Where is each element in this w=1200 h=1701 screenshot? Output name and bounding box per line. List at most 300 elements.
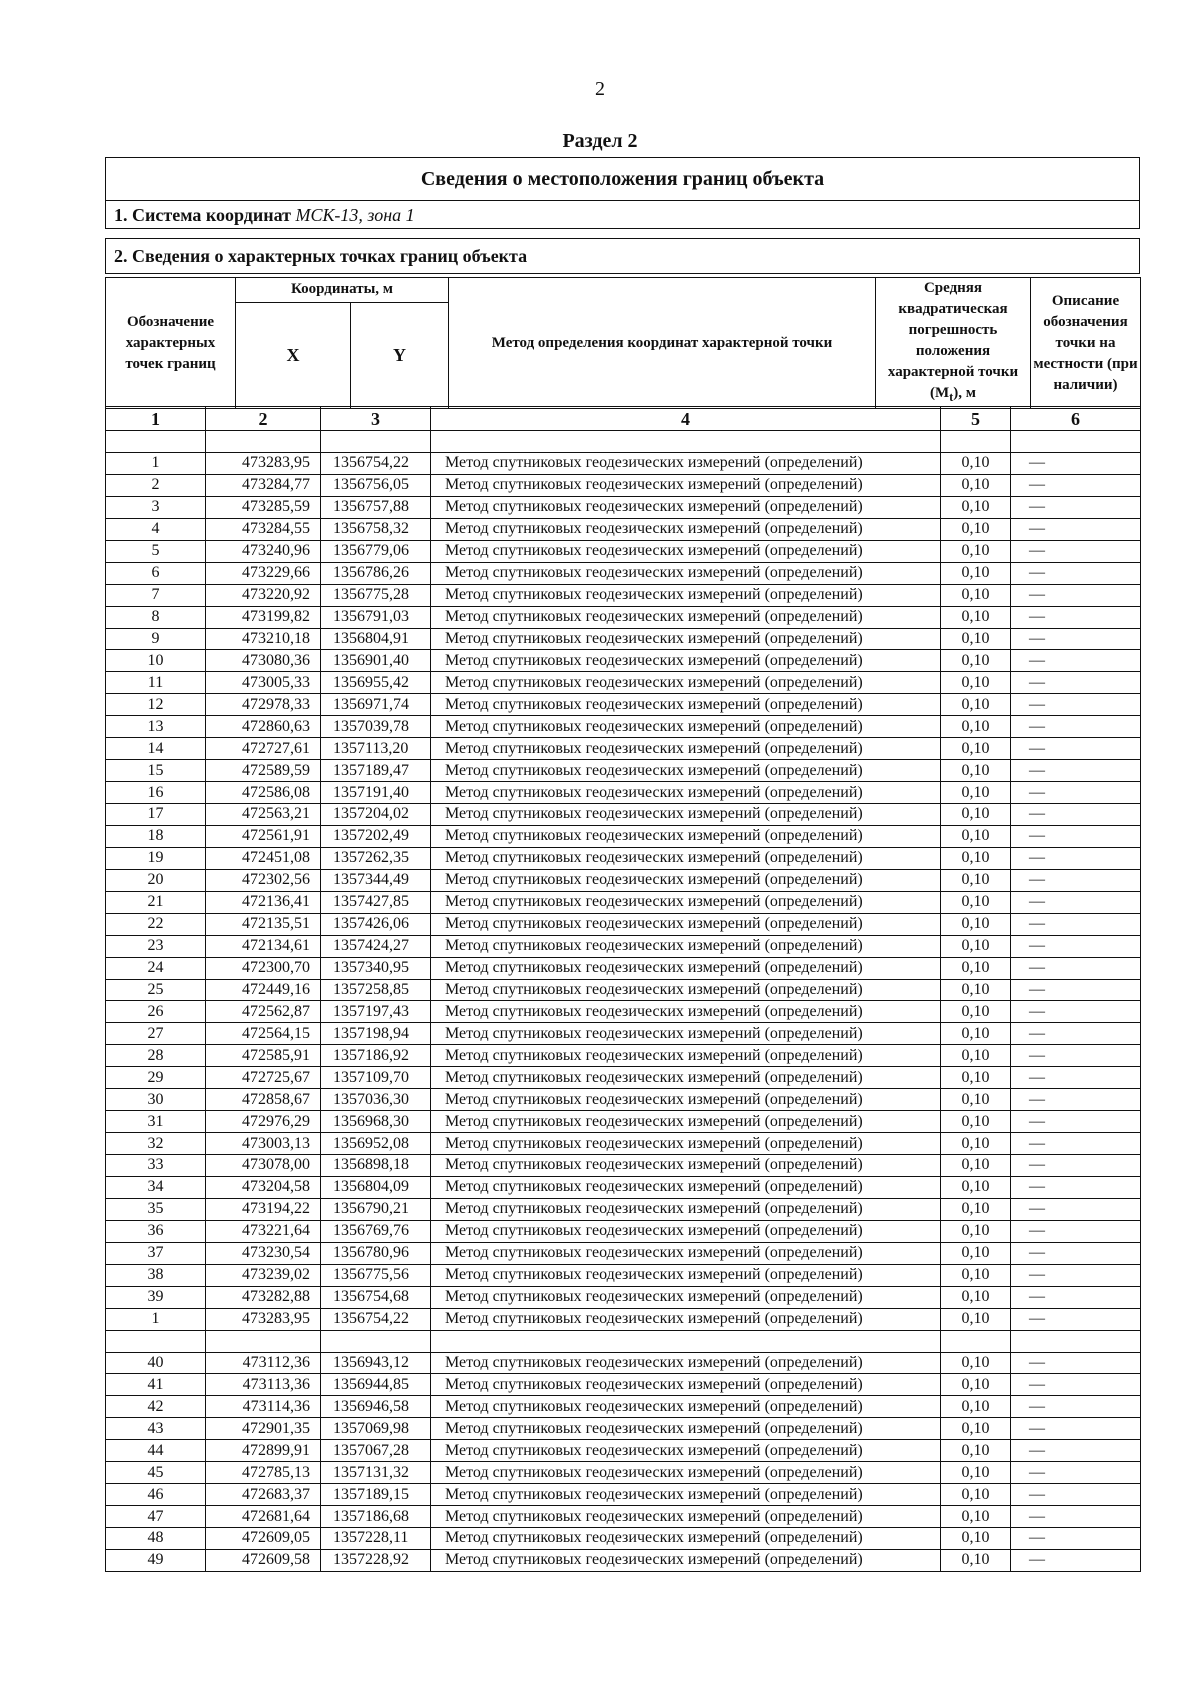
error-cell: 0,10 [941,1352,1011,1374]
description-cell: — [1011,1089,1141,1111]
coordinate-x: 472858,67 [206,1089,321,1111]
method-cell: Метод спутниковых геодезических измерений (определений) [431,716,941,738]
column-numbers-row [106,407,1141,431]
description-cell: — [1011,847,1141,869]
method-cell: Метод спутниковых геодезических измерений (определений) [431,1067,941,1089]
error-cell: 0,10 [941,1506,1011,1528]
coordinate-x: 473283,95 [206,1308,321,1330]
error-cell: 0,10 [941,1440,1011,1462]
coordinate-y: 1356943,12 [321,1352,431,1374]
header-coordinates: Координаты, м [236,278,449,303]
description-cell: — [1011,1176,1141,1198]
empty-cell [106,431,206,453]
method-cell: Метод спутниковых геодезических измерений (определений) [431,825,941,847]
points-title: 2. Сведения о характерных точках границ объекта [105,238,1140,274]
coordinate-y: 1356968,30 [321,1111,431,1133]
error-cell: 0,10 [941,804,1011,826]
description-cell: — [1011,913,1141,935]
method-cell: Метод спутниковых геодезических измерений (определений) [431,1484,941,1506]
coordinate-y: 1356756,05 [321,474,431,496]
coordinate-y: 1356780,96 [321,1242,431,1264]
description-cell: — [1011,496,1141,518]
table-row [106,1089,1141,1111]
coordinate-y: 1357131,32 [321,1462,431,1484]
header-error-text: Средняя квадратическая погрешность положения характерной точки (M [887,280,1019,401]
description-cell: — [1011,1506,1141,1528]
description-cell: — [1011,1528,1141,1550]
point-number: 22 [106,913,206,935]
column-number: 6 [1011,407,1141,431]
column-number: 3 [321,407,431,431]
coordinate-x: 472136,41 [206,891,321,913]
coordinate-y: 1356946,58 [321,1396,431,1418]
method-cell: Метод спутниковых геодезических измерений (определений) [431,1396,941,1418]
description-cell: — [1011,1374,1141,1396]
method-cell: Метод спутниковых геодезических измерений (определений) [431,1264,941,1286]
page-number: 2 [595,78,605,100]
coordinate-system-name: МСК-13, зона 1 [295,205,415,225]
description-cell: — [1011,804,1141,826]
coordinate-x: 472134,61 [206,935,321,957]
coordinate-y: 1357197,43 [321,1001,431,1023]
header-x: X [236,302,351,408]
point-number: 14 [106,738,206,760]
table-row [106,474,1141,496]
coordinate-x: 473284,77 [206,474,321,496]
table-row [106,1286,1141,1308]
point-number: 41 [106,1374,206,1396]
description-cell: — [1011,1045,1141,1067]
coordinate-x: 473199,82 [206,606,321,628]
error-cell: 0,10 [941,782,1011,804]
object-info-box [105,157,1140,229]
empty-cell [431,1330,941,1352]
contour-separator-row [106,1330,1141,1352]
method-cell: Метод спутниковых геодезических измерений (определений) [431,694,941,716]
coordinate-y: 1356791,03 [321,606,431,628]
description-cell: — [1011,1462,1141,1484]
coordinate-x: 473239,02 [206,1264,321,1286]
table-row [106,1133,1141,1155]
coordinate-x: 472609,05 [206,1528,321,1550]
coordinate-y: 1356955,42 [321,672,431,694]
coordinate-y: 1357036,30 [321,1089,431,1111]
coordinate-x: 473204,58 [206,1176,321,1198]
point-number: 34 [106,1176,206,1198]
table-row [106,979,1141,1001]
coordinate-x: 472976,29 [206,1111,321,1133]
coordinate-x: 472562,87 [206,1001,321,1023]
coordinate-y: 1357262,35 [321,847,431,869]
coordinate-y: 1356754,22 [321,1308,431,1330]
table-row [106,1549,1141,1571]
coordinate-y: 1357067,28 [321,1440,431,1462]
method-cell: Метод спутниковых геодезических измерений (определений) [431,847,941,869]
point-number: 43 [106,1418,206,1440]
point-number: 31 [106,1111,206,1133]
method-cell: Метод спутниковых геодезических измерений (определений) [431,1045,941,1067]
error-cell: 0,10 [941,1418,1011,1440]
error-cell: 0,10 [941,716,1011,738]
coordinate-x: 473114,36 [206,1396,321,1418]
coordinate-x: 472901,35 [206,1418,321,1440]
description-cell: — [1011,1067,1141,1089]
coordinate-x: 472725,67 [206,1067,321,1089]
error-cell: 0,10 [941,847,1011,869]
point-number: 32 [106,1133,206,1155]
header-error-suffix: ), м [953,385,977,401]
description-cell: — [1011,760,1141,782]
method-cell: Метод спутниковых геодезических измерений (определений) [431,1023,941,1045]
coordinate-y: 1357039,78 [321,716,431,738]
error-cell: 0,10 [941,760,1011,782]
point-number: 1 [106,1308,206,1330]
empty-cell [106,1330,206,1352]
table-row [106,957,1141,979]
table-row [106,1198,1141,1220]
coordinate-y: 1357424,27 [321,935,431,957]
error-cell: 0,10 [941,1374,1011,1396]
header-y: Y [351,302,449,408]
method-cell: Метод спутниковых геодезических измерений (определений) [431,1001,941,1023]
table-row [106,453,1141,475]
description-cell: — [1011,1352,1141,1374]
empty-cell [941,431,1011,453]
error-cell: 0,10 [941,1045,1011,1067]
coordinate-x: 473240,96 [206,540,321,562]
point-number: 40 [106,1352,206,1374]
table-row [106,1396,1141,1418]
table-row [106,913,1141,935]
description-cell: — [1011,562,1141,584]
error-cell: 0,10 [941,540,1011,562]
point-number: 46 [106,1484,206,1506]
table-row [106,1528,1141,1550]
method-cell: Метод спутниковых геодезических измерений (определений) [431,606,941,628]
coordinate-x: 472585,91 [206,1045,321,1067]
coordinate-system [106,201,1139,229]
coordinate-x: 472451,08 [206,847,321,869]
coordinate-y: 1356804,09 [321,1176,431,1198]
table-row [106,1001,1141,1023]
coordinate-y: 1357344,49 [321,869,431,891]
method-cell: Метод спутниковых геодезических измерений (определений) [431,979,941,1001]
coordinate-y: 1357204,02 [321,804,431,826]
method-cell: Метод спутниковых геодезических измерений (определений) [431,474,941,496]
description-cell: — [1011,1155,1141,1177]
table-row [106,1023,1141,1045]
coordinate-y: 1357228,11 [321,1528,431,1550]
table-row [106,562,1141,584]
description-cell: — [1011,1396,1141,1418]
table-row [106,1462,1141,1484]
description-cell: — [1011,540,1141,562]
column-number: 5 [941,407,1011,431]
header-designation: Обозначение характерных точек границ [106,278,236,409]
point-number: 42 [106,1396,206,1418]
error-cell: 0,10 [941,474,1011,496]
coordinate-x: 473282,88 [206,1286,321,1308]
error-cell: 0,10 [941,1264,1011,1286]
coordinate-y: 1356786,26 [321,562,431,584]
description-cell: — [1011,1440,1141,1462]
method-cell: Метод спутниковых геодезических измерений (определений) [431,584,941,606]
point-number: 13 [106,716,206,738]
table-row [106,1264,1141,1286]
empty-cell [431,431,941,453]
coordinate-y: 1357228,92 [321,1549,431,1571]
point-number: 21 [106,891,206,913]
coordinate-y: 1356757,88 [321,496,431,518]
error-cell: 0,10 [941,913,1011,935]
method-cell: Метод спутниковых геодезических измерений (определений) [431,1462,941,1484]
table-row [106,584,1141,606]
error-cell: 0,10 [941,496,1011,518]
method-cell: Метод спутниковых геодезических измерений (определений) [431,1220,941,1242]
table-row [106,716,1141,738]
error-cell: 0,10 [941,1220,1011,1242]
points-table [105,406,1141,1572]
description-cell: — [1011,628,1141,650]
coordinate-y: 1356754,68 [321,1286,431,1308]
error-cell: 0,10 [941,1023,1011,1045]
point-number: 28 [106,1045,206,1067]
coordinate-y: 1357340,95 [321,957,431,979]
description-cell: — [1011,1308,1141,1330]
point-number: 27 [106,1023,206,1045]
description-cell: — [1011,650,1141,672]
error-cell: 0,10 [941,518,1011,540]
method-cell: Метод спутниковых геодезических измерений (определений) [431,1528,941,1550]
point-number: 45 [106,1462,206,1484]
table-row [106,1308,1141,1330]
method-cell: Метод спутниковых геодезических измерений (определений) [431,1198,941,1220]
point-number: 8 [106,606,206,628]
error-cell: 0,10 [941,606,1011,628]
point-number: 19 [106,847,206,869]
coordinate-y: 1356775,28 [321,584,431,606]
error-cell: 0,10 [941,1001,1011,1023]
error-cell: 0,10 [941,825,1011,847]
error-cell: 0,10 [941,1528,1011,1550]
table-row [106,1484,1141,1506]
table-row [106,1242,1141,1264]
coordinate-x: 473283,95 [206,453,321,475]
description-cell: — [1011,957,1141,979]
header-description: Описание обозначения точки на местности (при наличии) [1031,278,1141,409]
method-cell: Метод спутниковых геодезических измерений (определений) [431,1418,941,1440]
coordinate-x: 473112,36 [206,1352,321,1374]
coordinate-y: 1356790,21 [321,1198,431,1220]
description-cell: — [1011,738,1141,760]
coordinate-y: 1357189,47 [321,760,431,782]
table-row [106,518,1141,540]
table-row [106,496,1141,518]
method-cell: Метод спутниковых геодезических измерений (определений) [431,1352,941,1374]
method-cell: Метод спутниковых геодезических измерений (определений) [431,738,941,760]
point-number: 1 [106,453,206,475]
coordinate-x: 472899,91 [206,1440,321,1462]
error-cell: 0,10 [941,1155,1011,1177]
table-row [106,891,1141,913]
error-cell: 0,10 [941,1089,1011,1111]
method-cell: Метод спутниковых геодезических измерений (определений) [431,760,941,782]
description-cell: — [1011,606,1141,628]
coordinate-x: 473220,92 [206,584,321,606]
point-number: 26 [106,1001,206,1023]
coordinate-y: 1356754,22 [321,453,431,475]
coordinate-y: 1356775,56 [321,1264,431,1286]
description-cell: — [1011,1220,1141,1242]
table-row [106,672,1141,694]
method-cell: Метод спутниковых геодезических измерений (определений) [431,1440,941,1462]
coordinate-x: 473210,18 [206,628,321,650]
point-number: 49 [106,1549,206,1571]
table-row [106,1418,1141,1440]
empty-cell [206,431,321,453]
table-row [106,1352,1141,1374]
error-cell: 0,10 [941,628,1011,650]
description-cell: — [1011,1001,1141,1023]
error-cell: 0,10 [941,650,1011,672]
point-number: 47 [106,1506,206,1528]
error-cell: 0,10 [941,1198,1011,1220]
method-cell: Метод спутниковых геодезических измерений (определений) [431,957,941,979]
error-cell: 0,10 [941,738,1011,760]
coordinate-y: 1356898,18 [321,1155,431,1177]
method-cell: Метод спутниковых геодезических измерений (определений) [431,1111,941,1133]
description-cell: — [1011,474,1141,496]
coordinate-system-label: 1. Система координат [114,205,296,225]
point-number: 44 [106,1440,206,1462]
coordinate-y: 1356944,85 [321,1374,431,1396]
coordinate-x: 472609,58 [206,1549,321,1571]
table-row [106,1155,1141,1177]
coordinate-x: 473221,64 [206,1220,321,1242]
coordinate-x: 473285,59 [206,496,321,518]
method-cell: Метод спутниковых геодезических измерений (определений) [431,453,941,475]
table-row [106,1440,1141,1462]
point-number: 15 [106,760,206,782]
method-cell: Метод спутниковых геодезических измерений (определений) [431,891,941,913]
error-cell: 0,10 [941,979,1011,1001]
table-row [106,738,1141,760]
method-cell: Метод спутниковых геодезических измерений (определений) [431,1089,941,1111]
description-cell: — [1011,1484,1141,1506]
coordinate-y: 1357426,06 [321,913,431,935]
column-number: 2 [206,407,321,431]
point-number: 20 [106,869,206,891]
error-cell: 0,10 [941,891,1011,913]
coordinate-y: 1356758,32 [321,518,431,540]
coordinate-x: 473005,33 [206,672,321,694]
empty-cell [1011,431,1141,453]
point-number: 29 [106,1067,206,1089]
coordinate-y: 1357186,68 [321,1506,431,1528]
method-cell: Метод спутниковых геодезических измерений (определений) [431,1506,941,1528]
coordinate-y: 1357109,70 [321,1067,431,1089]
coordinate-y: 1356971,74 [321,694,431,716]
description-cell: — [1011,935,1141,957]
description-cell: — [1011,825,1141,847]
point-number: 30 [106,1089,206,1111]
method-cell: Метод спутниковых геодезических измерений (определений) [431,869,941,891]
point-number: 3 [106,496,206,518]
table-row [106,1067,1141,1089]
description-cell: — [1011,979,1141,1001]
point-number: 48 [106,1528,206,1550]
coordinate-x: 472135,51 [206,913,321,935]
description-cell: — [1011,1133,1141,1155]
method-cell: Метод спутниковых геодезических измерений (определений) [431,1286,941,1308]
method-cell: Метод спутниковых геодезических измерений (определений) [431,518,941,540]
method-cell: Метод спутниковых геодезических измерений (определений) [431,1242,941,1264]
coordinate-y: 1357191,40 [321,782,431,804]
error-cell: 0,10 [941,935,1011,957]
coordinate-x: 472561,91 [206,825,321,847]
point-number: 37 [106,1242,206,1264]
table-row [106,694,1141,716]
table-row [106,1176,1141,1198]
coordinate-x: 473078,00 [206,1155,321,1177]
column-number: 1 [106,407,206,431]
table-row [106,804,1141,826]
coordinate-x: 473230,54 [206,1242,321,1264]
coordinate-x: 472563,21 [206,804,321,826]
coordinate-y: 1356804,91 [321,628,431,650]
error-cell: 0,10 [941,1549,1011,1571]
table-row [106,1111,1141,1133]
error-cell: 0,10 [941,453,1011,475]
column-number: 4 [431,407,941,431]
point-number: 33 [106,1155,206,1177]
coordinate-x: 473229,66 [206,562,321,584]
point-number: 6 [106,562,206,584]
table-row [106,1045,1141,1067]
contour-separator-row [106,431,1141,453]
coordinate-x: 473080,36 [206,650,321,672]
coordinate-y: 1357113,20 [321,738,431,760]
coordinate-y: 1356952,08 [321,1133,431,1155]
method-cell: Метод спутниковых геодезических измерений (определений) [431,782,941,804]
point-number: 4 [106,518,206,540]
header-error-sub: t [949,390,954,404]
description-cell: — [1011,869,1141,891]
coordinate-x: 473003,13 [206,1133,321,1155]
method-cell: Метод спутниковых геодезических измерений (определений) [431,562,941,584]
point-number: 38 [106,1264,206,1286]
point-number: 36 [106,1220,206,1242]
coordinate-x: 472978,33 [206,694,321,716]
method-cell: Метод спутниковых геодезических измерений (определений) [431,1133,941,1155]
coordinate-x: 472785,13 [206,1462,321,1484]
coordinate-y: 1357069,98 [321,1418,431,1440]
table-row [106,847,1141,869]
empty-cell [321,1330,431,1352]
point-number: 7 [106,584,206,606]
error-cell: 0,10 [941,957,1011,979]
error-cell: 0,10 [941,1484,1011,1506]
coordinate-x: 472564,15 [206,1023,321,1045]
coordinate-x: 472683,37 [206,1484,321,1506]
method-cell: Метод спутниковых геодезических измерений (определений) [431,935,941,957]
description-cell: — [1011,1286,1141,1308]
coordinate-y: 1357198,94 [321,1023,431,1045]
object-heading: Сведения о местоположения границ объекта [106,158,1139,201]
table-row [106,1374,1141,1396]
empty-cell [941,1330,1011,1352]
coordinate-y: 1356779,06 [321,540,431,562]
